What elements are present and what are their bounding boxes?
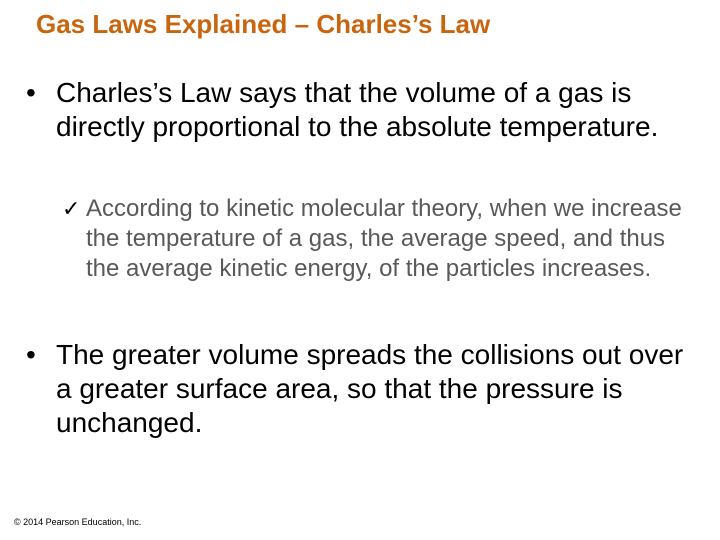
checkmark-icon: ✓ (62, 196, 81, 221)
bullet-text: Charles’s Law says that the volume of a gas is directly proportional to the absolute temperature. (56, 77, 659, 142)
sub-bullet-item (62, 194, 702, 284)
bullet-text: The greater volume spreads the collisions out over a greater surface area, so that the pressure is unchanged. (56, 339, 684, 438)
bullet-item (26, 338, 706, 440)
slide-title: Gas Laws Explained – Charles’s Law (36, 9, 491, 39)
footer-copyright: © 2014 Pearson Education, Inc. (14, 517, 142, 527)
bullet-marker: • (26, 77, 36, 108)
sub-bullet-text: According to kinetic molecular theory, when we increase the temperature of a gas, the average speed, and thus the average kinetic energy, of the particles increases. (86, 195, 682, 282)
bullet-item (26, 76, 706, 144)
bullet-marker: • (26, 339, 36, 370)
